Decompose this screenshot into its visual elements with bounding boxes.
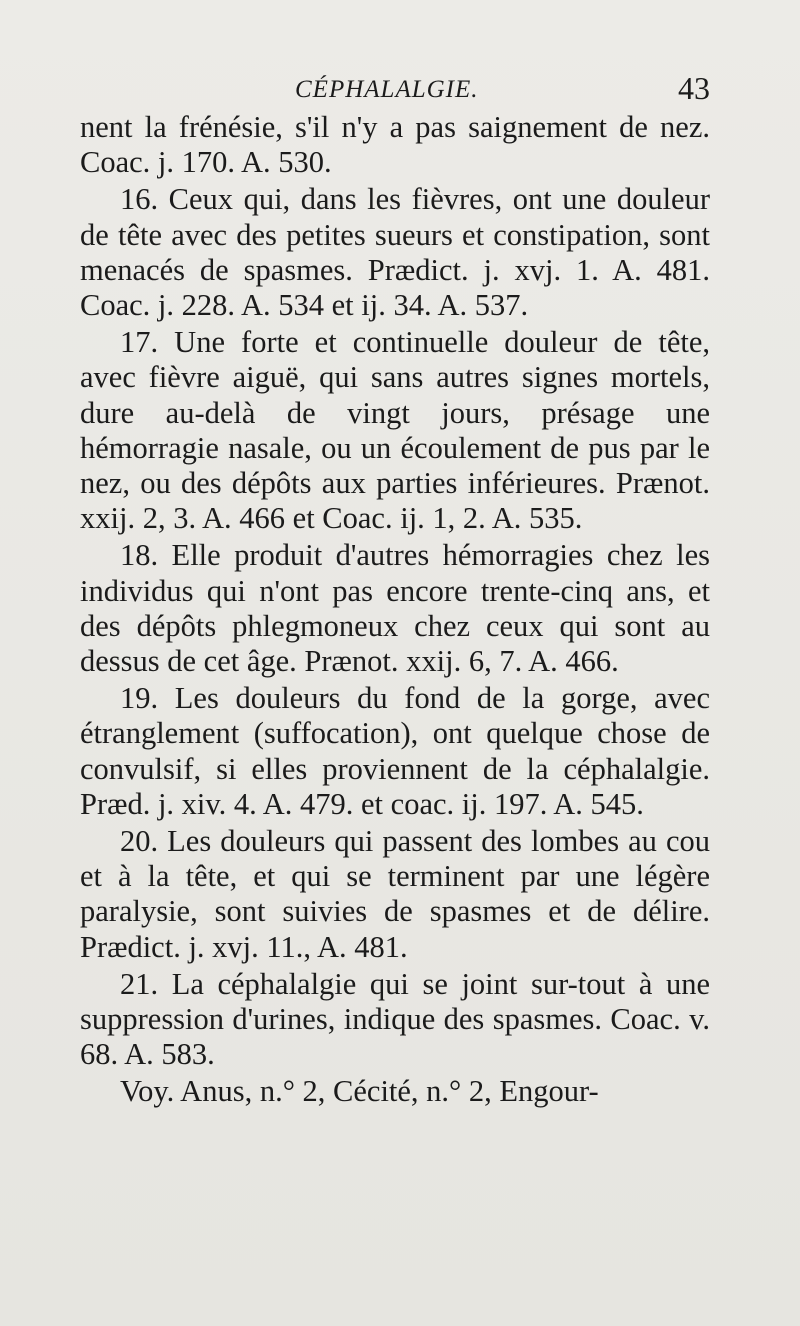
paragraph-16: 16. Ceux qui, dans les fièvres, ont une douleur de tête avec des petites sueurs et constipation, sont menacés de spasmes. Prædict. j. xvj. 1. A. 481. Coac. j. 228. A. 534 et ij. 34. A. 537.: [80, 182, 710, 323]
paragraph-20: 20. Les douleurs qui passent des lombes au cou et à la tête, et qui se terminent par une légère paralysie, sont suivies de spasmes et de délire. Prædict. j. xvj. 11., A. 481.: [80, 824, 710, 964]
paragraph-19: 19. Les douleurs du fond de la gorge, avec étranglement (suffocation), ont quelque chose de convulsif, si elles proviennent de la céphalalgie. Præd. j. xiv. 4. A. 479. et coac. ij. 197. A. 545.: [80, 681, 710, 821]
running-head: CÉPHALALGIE.: [295, 76, 479, 103]
body-text: [80, 110, 710, 1112]
paragraph-continuation: nent la frénésie, s'il n'y a pas saignement de nez. Coac. j. 170. A. 530.: [80, 110, 710, 180]
paragraph-18: 18. Elle produit d'autres hémorragies chez les individus qui n'ont pas encore trente-cinq ans, et des dépôts phlegmoneux chez ceux qui sont au dessus de cet âge. Prænot. xxij. 6, 7. A. 466.: [80, 538, 710, 679]
paragraph-21: 21. La céphalalgie qui se joint sur-tout à une suppression d'urines, indique des spasmes. Coac. v. 68. A. 583.: [80, 966, 710, 1072]
page-number: 43: [678, 70, 710, 106]
cross-reference: Voy. Anus, n.° 2, Cécité, n.° 2, Engour-: [120, 1074, 599, 1109]
paragraph-17: 17. Une forte et continuelle douleur de tête, avec fièvre aiguë, qui sans autres signes mortels, dure au-delà de vingt jours, présage une hémorragie nasale, ou un écoulement de pus par le nez, ou des dépôts aux parties inférieures. Prænot. xxij. 2, 3. A. 466 et Coac. ij. 1, 2. A. 535.: [80, 325, 710, 536]
